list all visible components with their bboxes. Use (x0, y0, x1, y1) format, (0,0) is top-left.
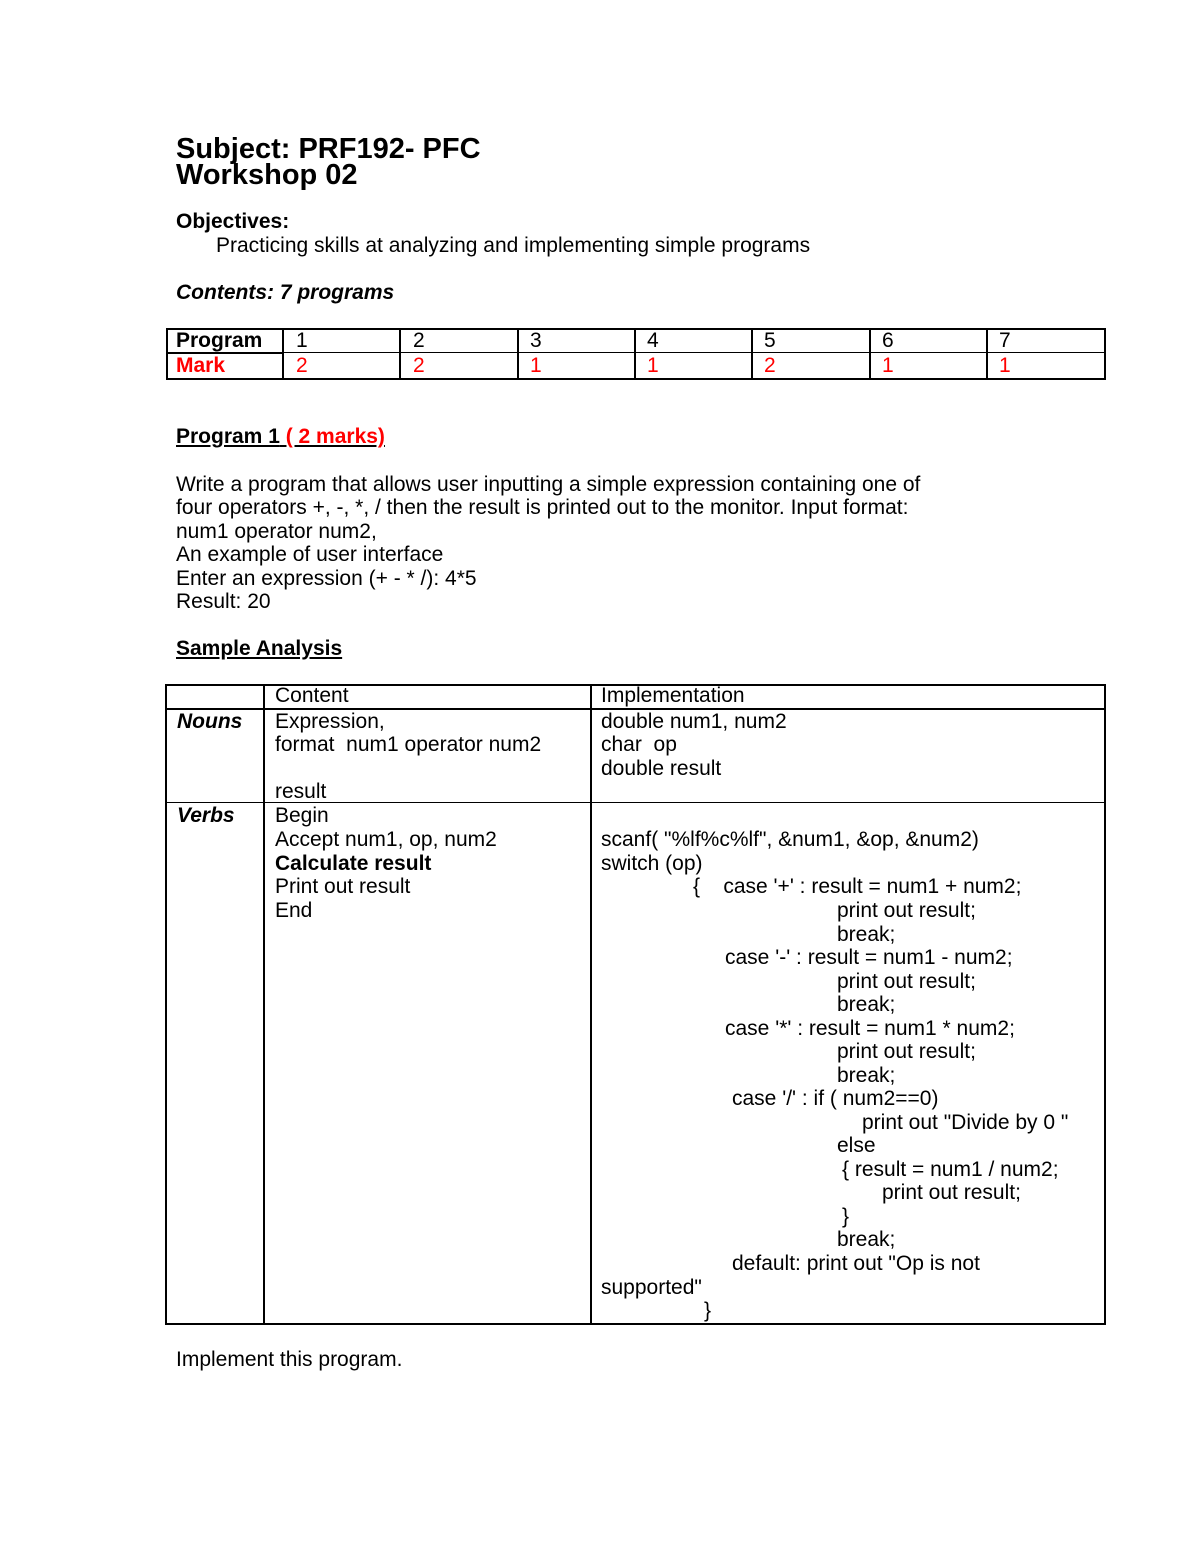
program-number: 2 (413, 329, 425, 352)
program-mark: 1 (999, 354, 1011, 377)
nouns-content-line: result (275, 780, 327, 803)
program1-heading-marks: ( 2 marks) (279, 425, 385, 448)
row-label-mark: Mark (176, 354, 226, 377)
nouns-label: Nouns (177, 710, 243, 733)
row-label-program: Program (176, 329, 263, 352)
verbs-impl-line: { result = num1 / num2; (842, 1158, 1059, 1181)
contents-label: Contents: 7 programs (176, 281, 395, 304)
workshop-title: Workshop 02 (176, 159, 358, 191)
verbs-impl-line: else (837, 1134, 876, 1157)
program1-heading (176, 425, 385, 449)
verbs-impl-line: } (704, 1299, 712, 1322)
nouns-content-line: format num1 operator num2 (275, 733, 542, 756)
sample-analysis-heading: Sample Analysis (176, 637, 343, 660)
description-line: Result: 20 (176, 590, 271, 613)
program-number: 1 (296, 329, 308, 352)
description-line: four operators +, -, *, / then the result is printed out to the monitor. Input format: (176, 496, 909, 519)
program-mark: 2 (296, 354, 308, 377)
description-line: Write a program that allows user inputting a simple expression containing one of (176, 473, 921, 496)
program-mark: 1 (882, 354, 894, 377)
verbs-impl-line: break; (837, 1228, 896, 1251)
verbs-content-line: Calculate result (275, 852, 432, 875)
verbs-impl-line: switch (op) (601, 852, 703, 875)
verbs-impl-line: break; (837, 1064, 896, 1087)
verbs-content-line: Begin (275, 804, 329, 827)
verbs-impl-line: case '*' : result = num1 * num2; (725, 1017, 1015, 1040)
nouns-impl-line: double num1, num2 (601, 710, 787, 733)
nouns-impl-line: char op (601, 733, 677, 756)
verbs-impl-line: default: print out "Op is not (732, 1252, 980, 1275)
description-line: Enter an expression (+ - * /): 4*5 (176, 567, 477, 590)
objectives-label: Objectives: (176, 210, 290, 233)
verbs-impl-line: print out result; (837, 1040, 976, 1063)
program-mark: 2 (764, 354, 776, 377)
verbs-impl-line: case '/' : if ( num2==0) (732, 1087, 939, 1110)
verbs-impl-line: print out result; (837, 970, 976, 993)
program-mark: 1 (530, 354, 542, 377)
program-number: 6 (882, 329, 894, 352)
column-header-content: Content (275, 684, 349, 707)
verbs-impl-line: print out result; (882, 1181, 1021, 1204)
verbs-content-line: Accept num1, op, num2 (275, 828, 497, 851)
verbs-impl-line: scanf( "%lf%c%lf", &num1, &op, &num2) (601, 828, 979, 851)
program-mark: 2 (413, 354, 425, 377)
implement-instruction: Implement this program. (176, 1348, 403, 1371)
description-line: num1 operator num2, (176, 520, 377, 543)
objectives-text: Practicing skills at analyzing and implementing simple programs (216, 234, 811, 257)
program-number: 4 (647, 329, 659, 352)
verbs-impl-line: { case '+' : result = num1 + num2; (693, 875, 1022, 898)
description-line: An example of user interface (176, 543, 444, 566)
column-header-implementation: Implementation (601, 684, 745, 707)
verbs-content-line: Print out result (275, 875, 411, 898)
verbs-impl-line: } (842, 1205, 850, 1228)
verbs-label: Verbs (177, 804, 235, 827)
marks-table (166, 328, 1106, 380)
nouns-content-line: Expression, (275, 710, 385, 733)
program-number: 7 (999, 329, 1011, 352)
verbs-impl-line: case '-' : result = num1 - num2; (725, 946, 1013, 969)
nouns-impl-line: double result (601, 757, 722, 780)
verbs-impl-line: print out result; (837, 899, 976, 922)
program-number: 5 (764, 329, 776, 352)
analysis-table (165, 684, 1106, 1326)
program-number: 3 (530, 329, 542, 352)
verbs-impl-line: print out "Divide by 0 " (862, 1111, 1069, 1134)
program1-heading-label: Program 1 (176, 425, 280, 448)
verbs-impl-line: supported" (601, 1276, 702, 1299)
verbs-impl-line: break; (837, 923, 896, 946)
verbs-impl-line: break; (837, 993, 896, 1016)
program-mark: 1 (647, 354, 659, 377)
subject-title: Subject: PRF192- PFC (176, 133, 481, 165)
verbs-content-line: End (275, 899, 313, 922)
